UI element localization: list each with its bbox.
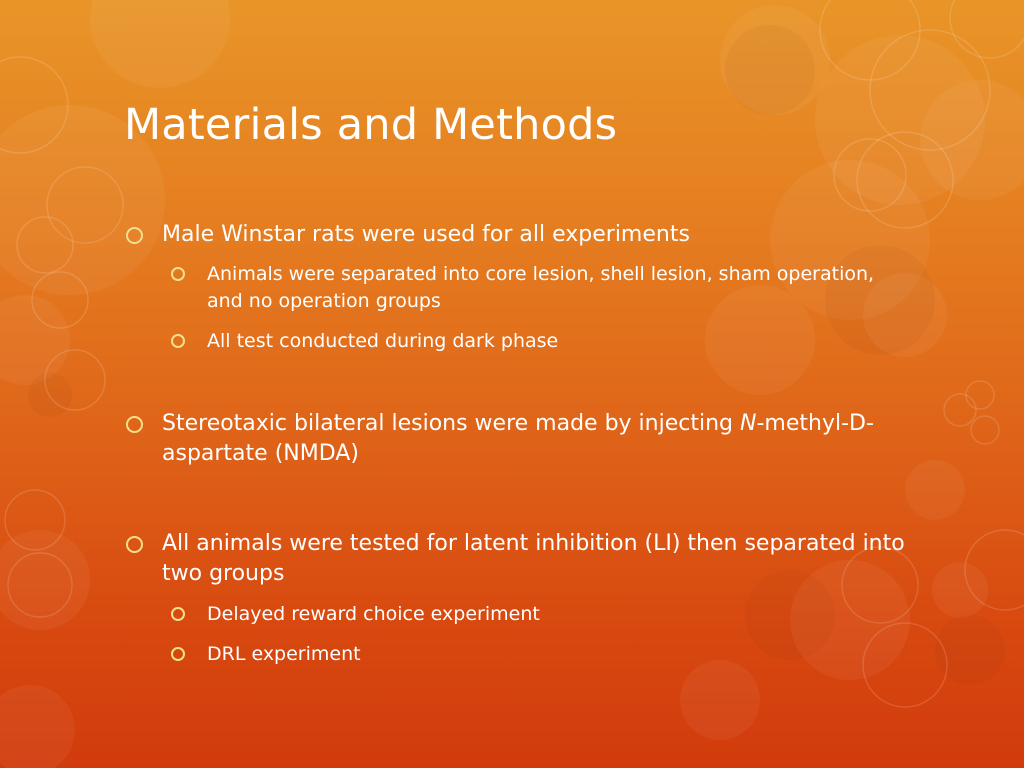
sub-bullet-text: All test conducted during dark phase xyxy=(207,330,559,352)
bullet-item xyxy=(126,220,906,250)
sub-bullet-text: DRL experiment xyxy=(207,643,361,665)
ring-bullet-icon xyxy=(126,416,143,433)
bullet-text: All animals were tested for latent inhibition (LI) then separated into two groups xyxy=(162,531,905,586)
sub-bullet-item xyxy=(171,641,906,668)
ring-bullet-icon xyxy=(171,647,185,661)
bullet-text-part: -methyl-D-aspartate (NMDA) xyxy=(162,411,874,466)
bullet-text: Male Winstar rats were used for all experiments xyxy=(162,222,690,247)
bullet-item xyxy=(126,529,906,589)
bullet-text-part: Stereotaxic bilateral lesions were made by injecting xyxy=(162,411,740,436)
ring-bullet-icon xyxy=(171,334,185,348)
bullet-text xyxy=(162,411,874,466)
sub-bullet-text: Animals were separated into core lesion, shell lesion, sham operation, and no operation groups xyxy=(207,263,875,312)
bullet-list xyxy=(126,220,906,668)
ring-bullet-icon xyxy=(171,267,185,281)
sub-bullet-item xyxy=(171,328,906,355)
sub-bullet-item xyxy=(171,261,906,315)
bullet-item xyxy=(126,409,906,469)
slide-title: Materials and Methods xyxy=(124,100,618,150)
sub-bullet-text: Delayed reward choice experiment xyxy=(207,603,540,625)
ring-bullet-icon xyxy=(126,227,143,244)
ring-bullet-icon xyxy=(126,536,143,553)
ring-bullet-icon xyxy=(171,607,185,621)
bullet-text-italic: N xyxy=(740,411,757,436)
sub-bullet-item xyxy=(171,601,906,628)
